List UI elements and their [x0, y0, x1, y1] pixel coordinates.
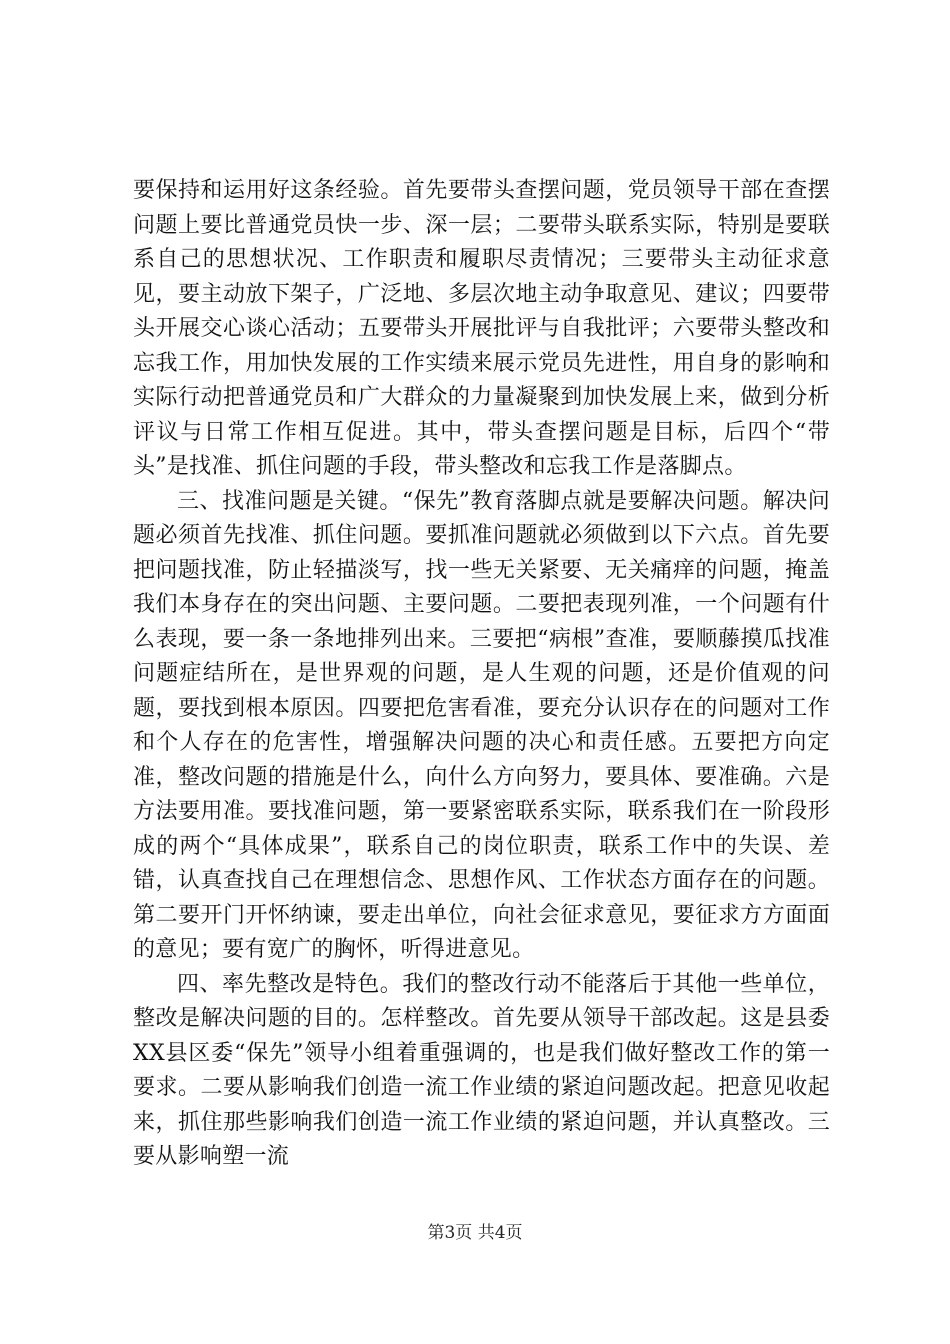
page-footer [0, 1218, 950, 1243]
paragraph-section-four: 四、率先整改是特色。我们的整改行动不能落后于其他一些单位，整改是解决问题的目的。怎样整改。首先要从领导干部改起。这是县委XX县区委“保先”领导小组着重强调的，也是我们做好整改工作的第一要求。二要从影响我们创造一流工作业绩的紧迫问题改起。把意见收起来，抓住那些影响我们创造一流工作业绩的紧迫问题，并认真整改。三要从影响塑一流 [133, 971, 830, 1169]
paragraph-continuation: 要保持和运用好这条经验。首先要带头查摆问题，党员领导干部在查摆问题上要比普通党员快一步、深一层；二要带头联系实际，特别是要联系自己的思想状况、工作职责和履职尽责情况；三要带头主动征求意见，要主动放下架子，广泛地、多层次地主动争取意见、建议；四要带头开展交心谈心活动；五要带头开展批评与自我批评；六要带头整改和忘我工作，用加快发展的工作实绩来展示党员先进性，用自身的影响和实际行动把普通党员和广大群众的力量凝聚到加快发展上来，做到分析评议与日常工作相互促进。其中，带头查摆问题是目标，后四个“带头”是找准、抓住问题的手段，带头整改和忘我工作是落脚点。 [133, 178, 830, 479]
page-number-indicator: 第3页 共4页 [427, 1223, 523, 1243]
paragraph-section-three: 三、找准问题是关键。“保先”教育落脚点就是要解决问题。解决问题必须首先找准、抓住问题。要抓准问题就必须做到以下六点。首先要把问题找准，防止轻描淡写，找一些无关紧要、无关痛痒的问题，掩盖我们本身存在的突出问题、主要问题。二要把表现列准，一个问题有什么表现，要一条一条地排列出来。三要把“病根”查准，要顺藤摸瓜找准问题症结所在，是世界观的问题，是人生观的问题，还是价值观的问题，要找到根本原因。四要把危害看准，要充分认识存在的问题对工作和个人存在的危害性，增强解决问题的决心和责任感。五要把方向定准，整改问题的措施是什么，向什么方向努力，要具体、要准确。六是方法要用准。要找准问题，第一要紧密联系实际，联系我们在一阶段形成的两个“具体成果”，联系自己的岗位职责，联系工作中的失误、差错，认真查找自己在理想信念、思想作风、工作状态方面存在的问题。第二要开门开怀纳谏，要走出单位，向社会征求意见，要征求方方面面的意见；要有宽广的胸怀，听得进意见。 [133, 488, 830, 962]
document-body [133, 174, 830, 1175]
